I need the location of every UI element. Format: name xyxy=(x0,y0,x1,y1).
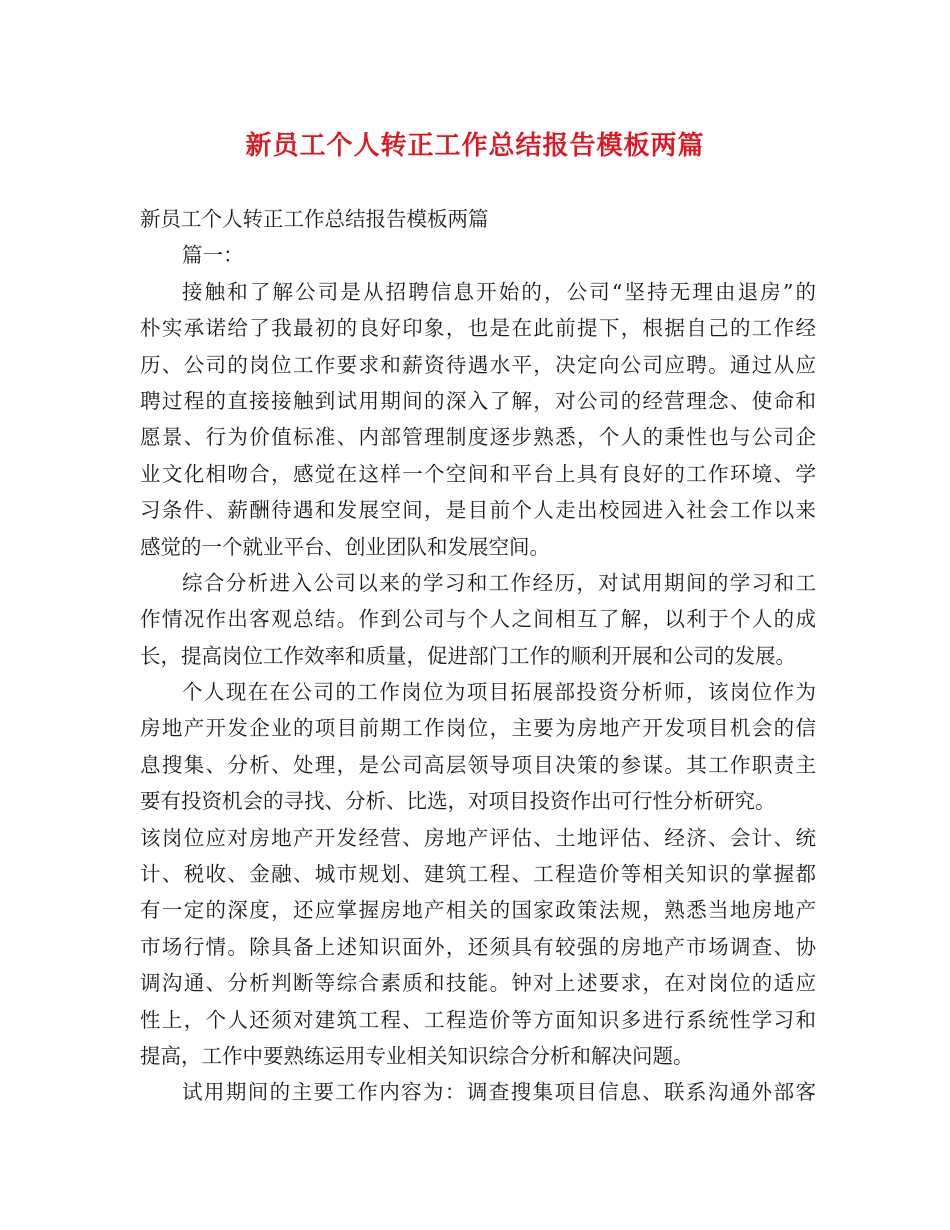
body-line: 长，提高岗位工作效率和质量，促进部门工作的顺利开展和公司的发展。 xyxy=(140,643,796,668)
body-line: 聘过程的直接接触到试用期间的深入了解，对公司的经营理念、使命和 xyxy=(140,388,816,413)
body-line: 提高，工作中要熟练运用专业相关知识综合分析和解决问题。 xyxy=(140,1043,694,1068)
body-line: 作情况作出客观总结。作到公司与个人之间相互了解，以利于个人的成 xyxy=(140,607,816,632)
body-line: 感觉的一个就业平台、创业团队和发展空间。 xyxy=(140,534,550,559)
body-line: 该岗位应对房地产开发经营、房地产评估、土地评估、经济、会计、统 xyxy=(140,825,816,850)
body-line: 业文化相吻合，感觉在这样一个空间和平台上具有良好的工作环境、学 xyxy=(140,461,816,486)
body-line: 调沟通、分析判断等综合素质和技能。钟对上述要求，在对岗位的适应 xyxy=(140,971,816,996)
body-line: 朴实承诺给了我最初的良好印象，也是在此前提下，根据自己的工作经 xyxy=(140,316,816,341)
body-line: 愿景、行为价值标准、内部管理制度逐步熟悉，个人的秉性也与公司企 xyxy=(140,425,816,450)
body-line: 性上，个人还须对建筑工程、工程造价等方面知识多进行系统性学习和 xyxy=(140,1007,816,1032)
body-line: 综合分析进入公司以来的学习和工作经历，对试用期间的学习和工 xyxy=(182,570,816,595)
body-line: 个人现在在公司的工作岗位为项目拓展部投资分析师，该岗位作为 xyxy=(182,680,816,705)
body-line: 习条件、薪酬待遇和发展空间，是目前个人走出校园进入社会工作以来 xyxy=(140,498,816,523)
body-line: 有一定的深度，还应掌握房地产相关的国家政策法规，熟悉当地房地产 xyxy=(140,898,816,923)
document-title: 新员工个人转正工作总结报告模板两篇 xyxy=(245,131,705,161)
body-line: 要有投资机会的寻找、分析、比选，对项目投资作出可行性分析研究。 xyxy=(140,789,776,814)
body-line: 房地产开发企业的项目前期工作岗位，主要为房地产开发项目机会的信 xyxy=(140,716,816,741)
body-line: 试用期间的主要工作内容为：调查搜集项目信息、联系沟通外部客 xyxy=(182,1080,816,1105)
body-line: 市场行情。除具备上述知识面外，还须具有较强的房地产市场调查、协 xyxy=(140,934,816,959)
body-line: 息搜集、分析、处理，是公司高层领导项目决策的参谋。其工作职责主 xyxy=(140,752,816,777)
document-body xyxy=(140,201,816,1111)
body-line: 历、公司的岗位工作要求和薪资待遇水平，决定向公司应聘。通过从应 xyxy=(140,352,816,377)
body-line: 篇一： xyxy=(182,243,244,268)
body-line: 计、税收、金融、城市规划、建筑工程、工程造价等相关知识的掌握都 xyxy=(140,862,816,887)
body-line: 接触和了解公司是从招聘信息开始的，公司“坚持无理由退房”的 xyxy=(182,279,816,304)
document-subtitle: 新员工个人转正工作总结报告模板两篇 xyxy=(140,207,489,231)
